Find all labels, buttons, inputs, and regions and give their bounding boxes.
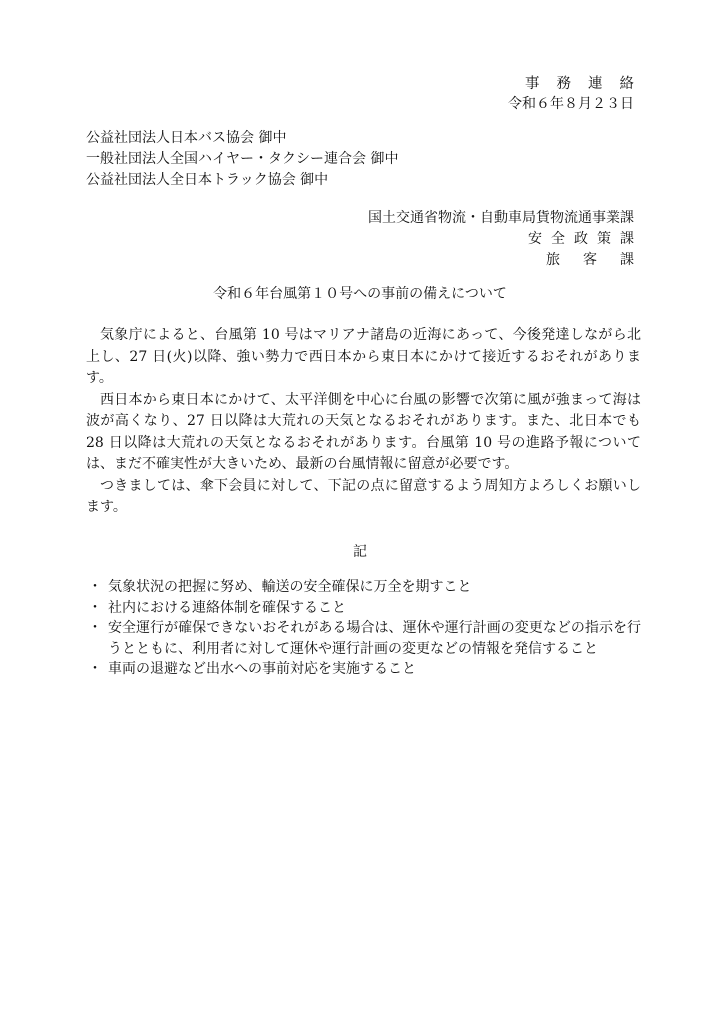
ki-heading: 記 <box>353 544 367 560</box>
bullet-mark: ・ <box>88 579 102 595</box>
list-item <box>86 618 641 659</box>
bullet-mark: ・ <box>88 661 102 677</box>
body-paragraph: つきましては、傘下会員に対して、下記の点に留意するよう周知方よろしくお願いします。 <box>86 477 641 515</box>
doc-date: 令和６年８月２３日 <box>508 96 634 112</box>
recipient-line: 一般社団法人全国ハイヤー・タクシー連合会 御中 <box>86 151 399 167</box>
instruction-list <box>86 577 641 680</box>
list-item-text: 安全運行が確保できないおそれがある場合は、運休や運行計画の変更などの指示を行うとともに、利用者に対して運休や運行計画の変更などの情報を発信すること <box>108 620 641 657</box>
list-item <box>86 659 641 680</box>
sender-line: 旅客課 <box>546 252 657 268</box>
bullet-mark: ・ <box>88 599 102 616</box>
body-text <box>86 325 641 519</box>
recipients-block <box>86 128 398 191</box>
list-item-text: 車両の退避など出水への事前対応を実施すること <box>108 661 416 677</box>
senders-block <box>368 208 657 271</box>
sender-line: 国土交通省物流・自動車局貨物流通事業課 <box>368 210 634 226</box>
recipient-line: 公益社団法人全日本トラック協会 御中 <box>86 172 329 188</box>
list-item-text: 社内における連絡体制を確保すること <box>108 599 346 616</box>
body-paragraph: 西日本から東日本にかけて、太平洋側を中心に台風の影響で次第に風が強まって海は波が高くなり、27 日以降は大荒れの天気となるおそれがあります。また、北日本でも 28 日以降は大荒れの天気となるおそれがあります。台風第 10 号の進路予報については、まだ不確実性が大きいため、最新の台風情報に留意が必要です。 <box>86 391 641 472</box>
sender-line: 安全政策課 <box>528 231 643 247</box>
body-paragraph: 気象庁によると、台風第 10 号はマリアナ諸島の近海にあって、今後発達しながら北上し、27 日(火)以降、強い勢力で西日本から東日本にかけて接近するおそれがあります。 <box>86 327 641 386</box>
list-item-text: 気象状況の把握に努め、輸送の安全確保に万全を期すこと <box>108 579 472 595</box>
recipient-line: 公益社団法人日本バス協会 御中 <box>86 130 287 146</box>
list-item <box>86 598 641 619</box>
bullet-mark: ・ <box>88 620 102 636</box>
doc-type-label: 事務連絡 <box>525 76 651 92</box>
list-item <box>86 577 641 598</box>
subject-title: 令和６年台風第１０号への事前の備えについて <box>213 286 507 302</box>
